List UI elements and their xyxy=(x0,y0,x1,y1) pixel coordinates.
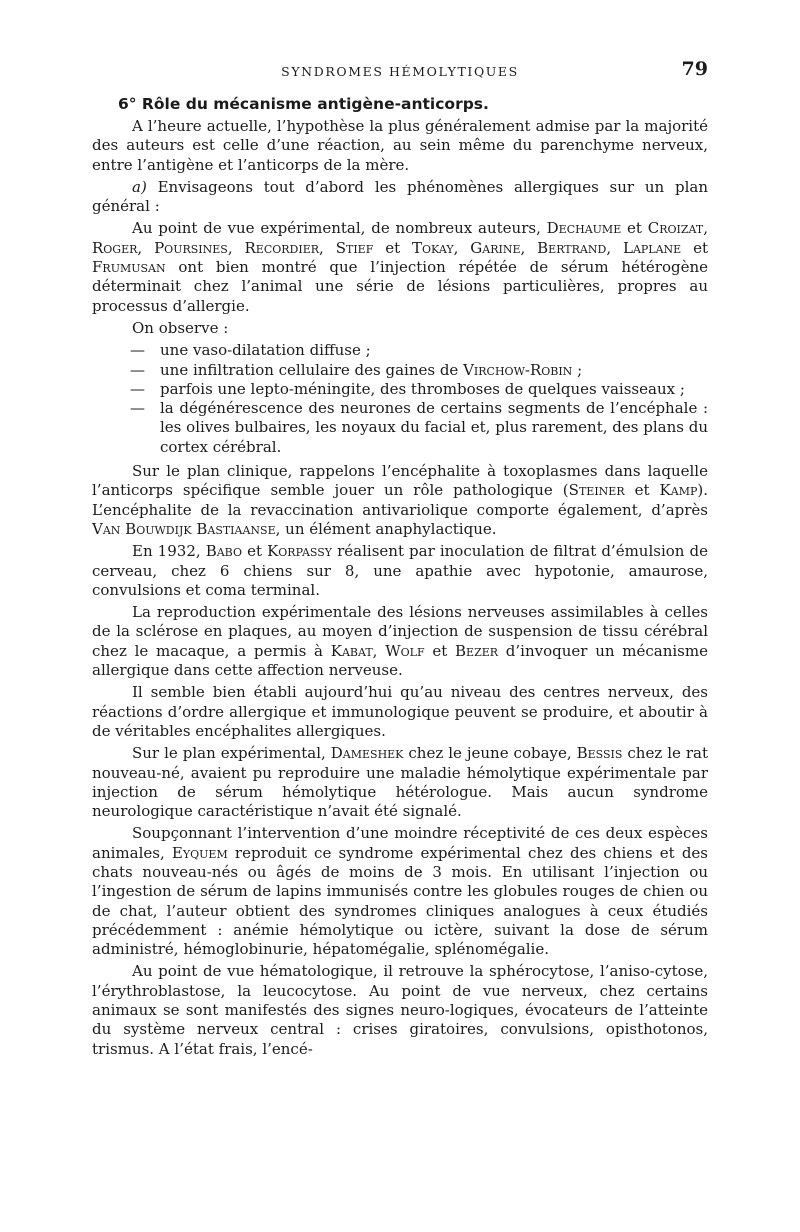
author-name: Eyquem xyxy=(171,843,228,862)
paragraph-allergic-encephalitis: Il semble bien établi aujourd’hui qu’au niveau des centres nerveux, des réactions d’ordre allergique et immunologique peuvent se produire, et aboutir à de véritables encéphalites allergiques. xyxy=(92,683,708,740)
paragraph-eyquem: Soupçonnant l’intervention d’une moindre réceptivité de ces deux espèces animales, Eyquem reproduit ce syndrome expérimental chez des chiens et des chats nouveau-nés ou âgés de moins de 3 mois. En utilisant l’injection ou l’ingestion de sérum de lapins immunisés contre les globules rouges de chien ou de chat, l’auteur obtient des syndromes cliniques analogues à ceux étudiés précédemment : anémie hémolytique ou ictère, suivant la dose de sérum administré, hémoglobinurie, hépatomégalie, splénomégalie. xyxy=(92,824,708,959)
list-item: — une vaso-dilatation diffuse ; xyxy=(92,341,708,360)
author-name: Kamp xyxy=(659,481,698,500)
page-number: 79 xyxy=(681,58,708,80)
paragraph-hypothesis: A l’heure actuelle, l’hypothèse la plus généralement admise par la majorité des auteurs est celle d’une réaction, au sein même du parenchyme nerveux, entre l’antigène et l’anticorps de la mère. xyxy=(92,117,708,174)
author-name: Dechaume xyxy=(546,219,622,238)
paragraph-general-plan xyxy=(92,178,708,217)
author-name: Bessis xyxy=(576,744,623,763)
author-name: Babo xyxy=(205,542,242,561)
paragraph-sclerosis: La reproduction expérimentale des lésions nerveuses assimilables à celles de la sclérose en plaques, au moyen d’injection de suspension de tissu cérébral chez le macaque, a permis à Kabat, Wolf et Bezer d’invoquer un mécanisme allergique dans cette affection nerveuse. xyxy=(92,603,708,680)
section-heading: 6° Rôle du mécanisme antigène-anticorps. xyxy=(118,95,489,113)
author-name: Stief xyxy=(335,238,374,257)
author-name: Bezer xyxy=(455,641,499,660)
author-name: Garine xyxy=(470,238,521,257)
paragraph-1932: En 1932, Babo et Korpassy réalisent par inoculation de filtrat d’émulsion de cerveau, chez 6 chiens sur 8, une apathie avec hypotonie, amaurose, convulsions et coma terminal. xyxy=(92,542,708,599)
author-name: Recordier xyxy=(244,238,320,257)
author-name: Steiner xyxy=(568,481,625,500)
paragraph-experimental-hemolytic: Sur le plan expérimental, Dameshek chez le jeune cobaye, Bessis chez le rat nouveau-né, avaient pu reproduire une maladie hémolytique expérimentale par injection de sérum hémolytique hétérologue. Mais aucun syndrome neurologique caractéristique n’avait été signalé. xyxy=(92,744,708,821)
author-name: Kabat xyxy=(330,641,373,660)
paragraph-hematologic: Au point de vue hématologique, il retrouve la sphérocytose, l’aniso-cytose, l’érythroblastose, la leucocytose. Au point de vue nerveux, chez certains animaux se sont manifestés des signes neuro-logiques, évocateurs de l’atteinte du système nerveux central : crises giratoires, convulsions, opisthotonos, trismus. A l’état frais, l’encé- xyxy=(92,962,708,1058)
running-title: SYNDROMES HÉMOLYTIQUES xyxy=(281,64,519,79)
author-name: Wolf xyxy=(385,641,425,660)
enumeration-letter: a) xyxy=(132,177,147,196)
observation-list xyxy=(92,341,708,457)
author-name: Korpassy xyxy=(267,542,333,561)
running-head xyxy=(92,58,708,88)
author-name: Croizat xyxy=(647,219,704,238)
author-name: Frumusan xyxy=(92,258,166,277)
list-item: — la dégénérescence des neurones de certains segments de l’encéphale : les olives bulbaires, les noyaux du facial et, plus rarement, des plans du cortex cérébral. xyxy=(92,399,708,457)
paragraph-general-plan-text: Envisageons tout d’abord les phénomènes allergiques sur un plan général : xyxy=(92,177,708,216)
author-name: Bertrand xyxy=(537,238,607,257)
author-name: Van Bouwdijk Bastiaanse xyxy=(92,519,276,538)
author-name: Laplane xyxy=(622,238,682,257)
author-name: Virchow-Robin xyxy=(463,360,573,379)
body-text xyxy=(92,117,708,1059)
paragraph-experimental-authors: Au point de vue expérimental, de nombreux auteurs, Dechaume et Croizat, Roger, Poursines, Recordier, Stief et Tokay, Garine, Bertrand, Laplane et Frumusan ont bien montré que l’injection répétée de sérum hétérogène déterminait chez l’animal une série de lésions particulières, propres au processus d’allergie. xyxy=(92,219,708,315)
observe-intro: On observe : xyxy=(132,318,229,337)
author-name: Roger xyxy=(92,238,138,257)
author-name: Tokay xyxy=(412,238,454,257)
book-page xyxy=(92,58,708,1062)
list-item: — une infiltration cellulaire des gaines de Virchow-Robin ; xyxy=(92,361,708,380)
author-name: Poursines xyxy=(154,238,228,257)
paragraph-clinical: Sur le plan clinique, rappelons l’encéphalite à toxoplasmes dans laquelle l’anticorps spécifique semble jouer un rôle pathologique (Steiner et Kamp). L’encéphalite de la revaccination antivariolique comporte également, d’après Van Bouwdijk Bastiaanse, un élément anaphylactique. xyxy=(92,462,708,538)
author-name: Dameshek xyxy=(330,744,404,763)
list-item: — parfois une lepto-méningite, des thromboses de quelques vaisseaux ; xyxy=(92,380,708,399)
